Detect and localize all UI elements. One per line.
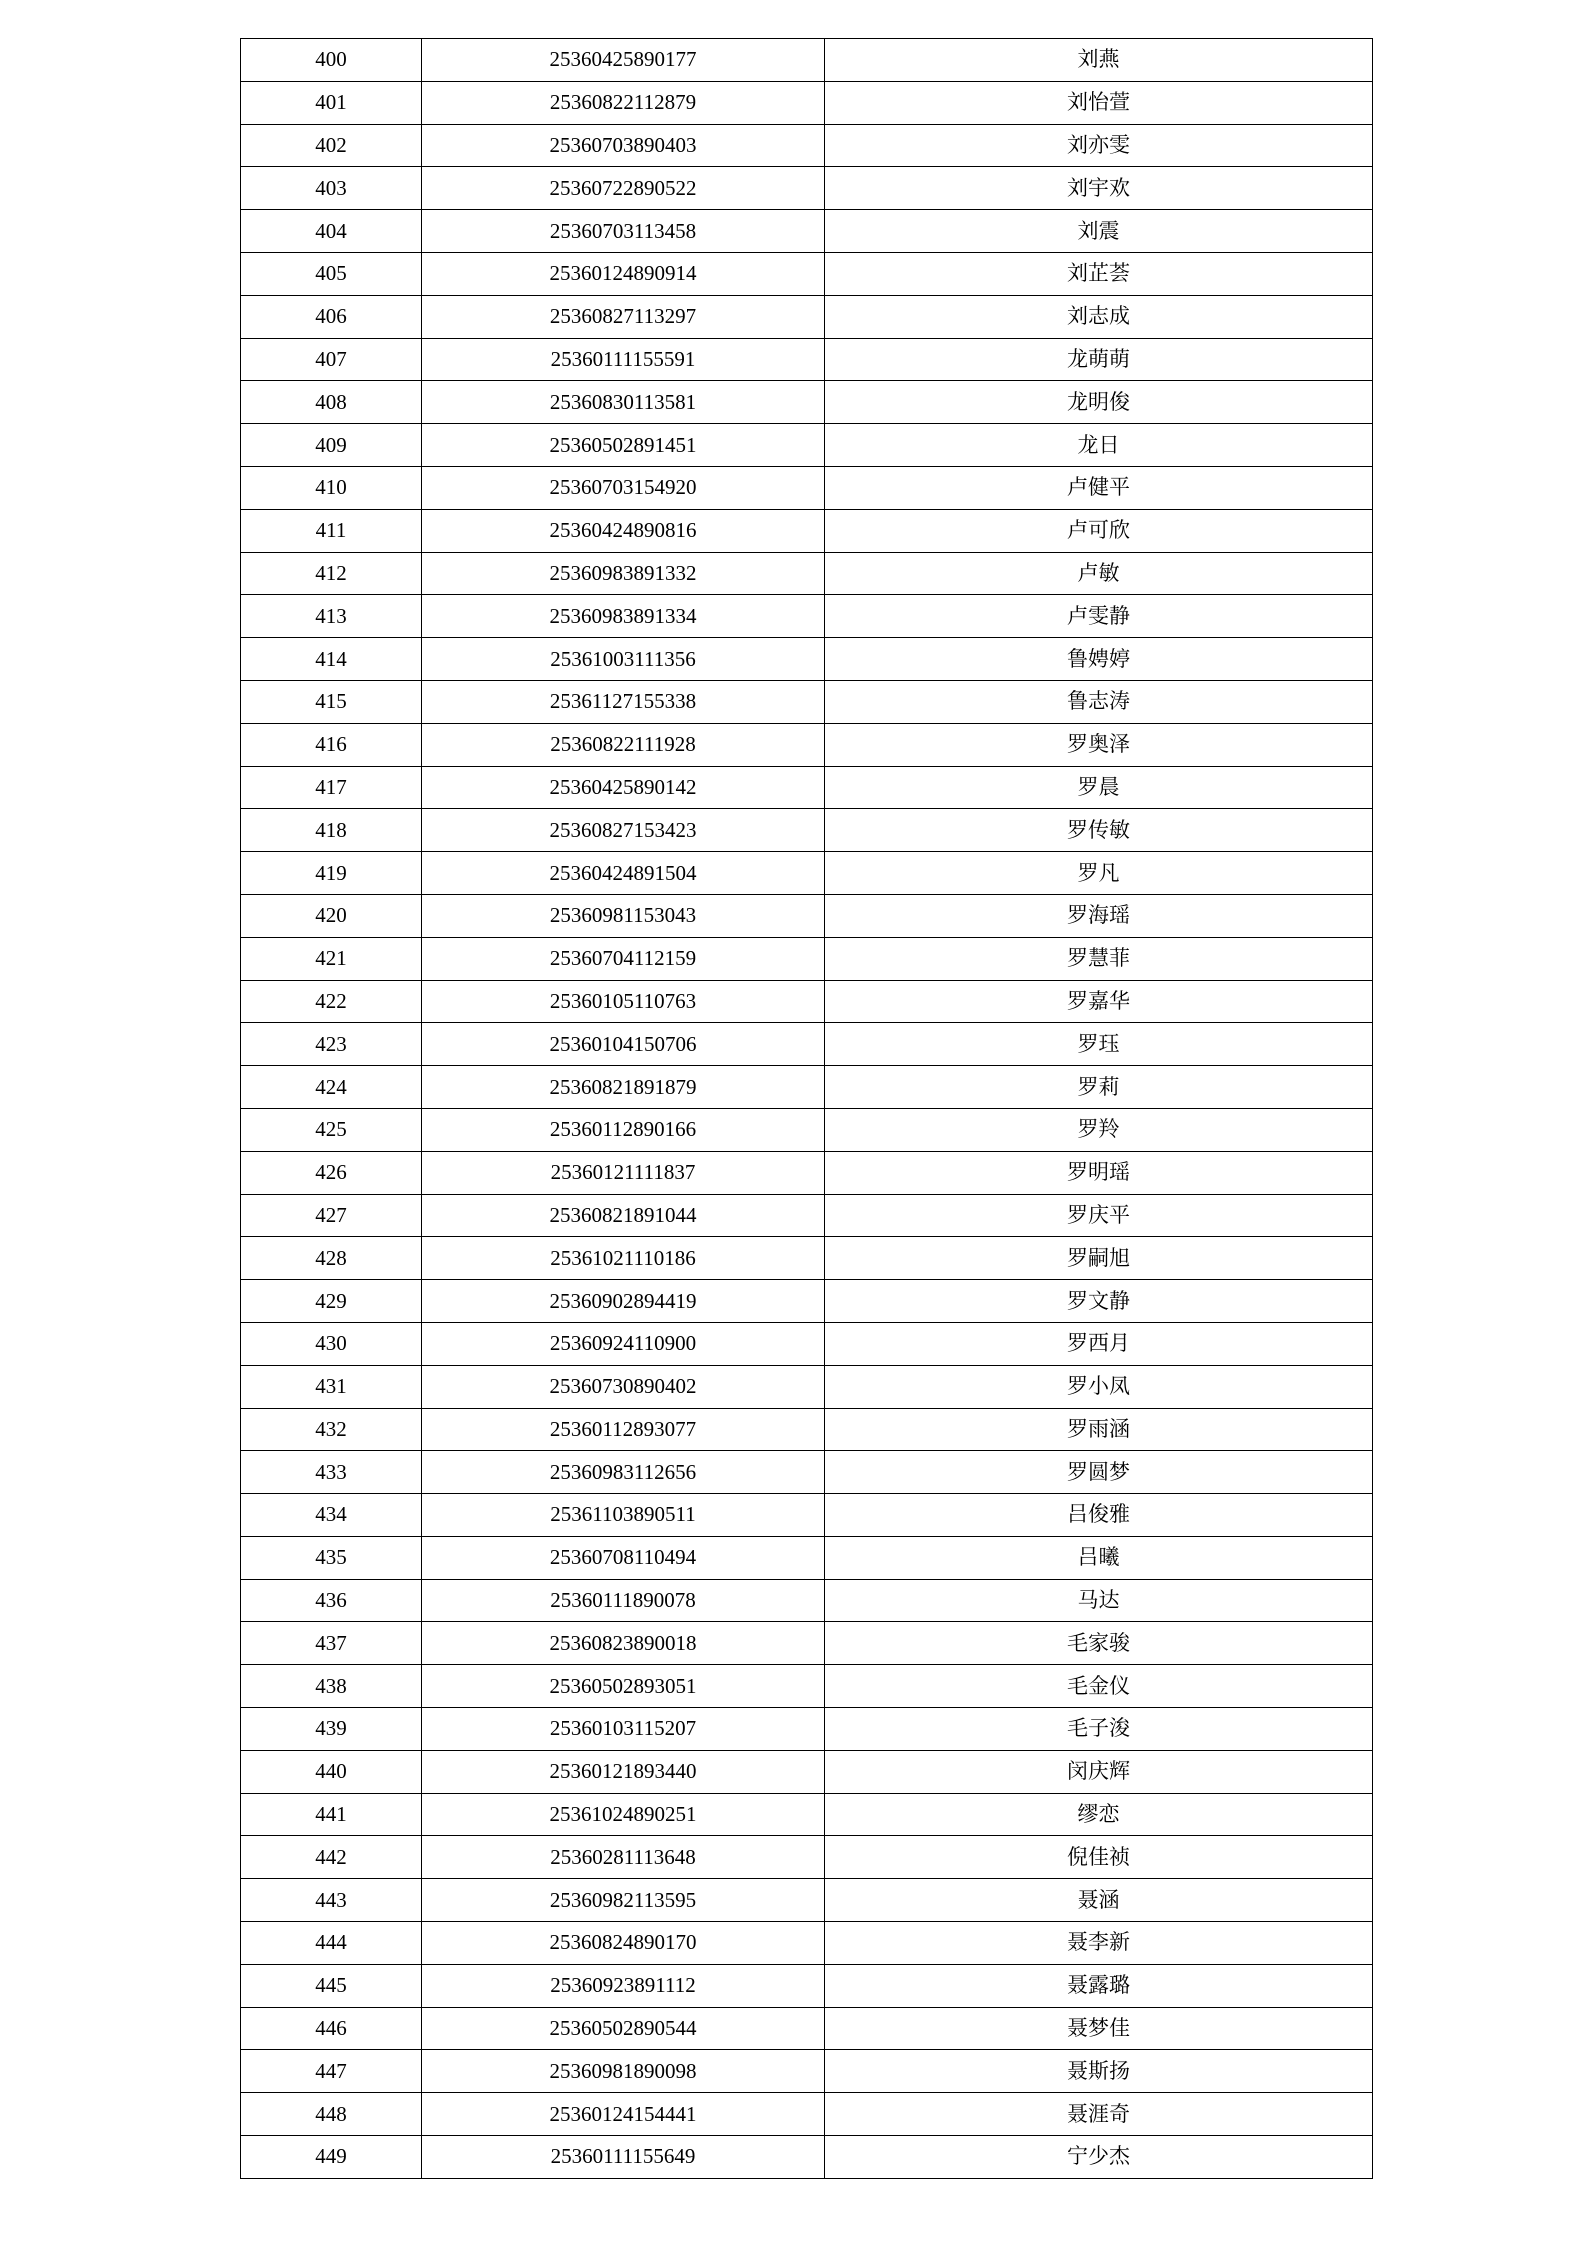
table-row xyxy=(241,1108,1373,1151)
table-row xyxy=(241,2136,1373,2179)
table-row xyxy=(241,1793,1373,1836)
row-name-cell: 吕俊雅 xyxy=(825,1494,1373,1537)
row-number-cell: 25360502890544 xyxy=(422,2007,825,2050)
table-row xyxy=(241,852,1373,895)
row-sequence-cell: 436 xyxy=(241,1579,422,1622)
row-sequence-cell: 439 xyxy=(241,1708,422,1751)
row-name-cell: 罗嘉华 xyxy=(825,980,1373,1023)
table-row xyxy=(241,595,1373,638)
table-row xyxy=(241,1151,1373,1194)
table-row xyxy=(241,2093,1373,2136)
row-number-cell: 25361024890251 xyxy=(422,1793,825,1836)
row-name-cell: 刘志成 xyxy=(825,295,1373,338)
table-row xyxy=(241,252,1373,295)
row-sequence-cell: 400 xyxy=(241,39,422,82)
row-number-cell: 25361021110186 xyxy=(422,1237,825,1280)
row-name-cell: 罗奥泽 xyxy=(825,723,1373,766)
row-name-cell: 龙萌萌 xyxy=(825,338,1373,381)
table-row xyxy=(241,1280,1373,1323)
row-number-cell: 25360121893440 xyxy=(422,1750,825,1793)
row-number-cell: 25360821891044 xyxy=(422,1194,825,1237)
row-name-cell: 毛家骏 xyxy=(825,1622,1373,1665)
table-row xyxy=(241,124,1373,167)
table-row xyxy=(241,39,1373,82)
row-sequence-cell: 428 xyxy=(241,1237,422,1280)
row-sequence-cell: 408 xyxy=(241,381,422,424)
row-sequence-cell: 449 xyxy=(241,2136,422,2179)
row-sequence-cell: 434 xyxy=(241,1494,422,1537)
table-row xyxy=(241,1964,1373,2007)
table-row xyxy=(241,1750,1373,1793)
row-number-cell: 25361003111356 xyxy=(422,638,825,681)
row-sequence-cell: 414 xyxy=(241,638,422,681)
row-name-cell: 聂露璐 xyxy=(825,1964,1373,2007)
row-name-cell: 罗西月 xyxy=(825,1322,1373,1365)
table-row xyxy=(241,1494,1373,1537)
row-sequence-cell: 417 xyxy=(241,766,422,809)
row-number-cell: 25360823890018 xyxy=(422,1622,825,1665)
table-row xyxy=(241,2050,1373,2093)
row-number-cell: 25360983891334 xyxy=(422,595,825,638)
table-row xyxy=(241,1194,1373,1237)
table-row xyxy=(241,509,1373,552)
row-sequence-cell: 402 xyxy=(241,124,422,167)
row-name-cell: 聂斯扬 xyxy=(825,2050,1373,2093)
row-number-cell: 25360983891332 xyxy=(422,552,825,595)
row-number-cell: 25360982113595 xyxy=(422,1879,825,1922)
table-row xyxy=(241,766,1373,809)
row-name-cell: 聂李新 xyxy=(825,1922,1373,1965)
row-sequence-cell: 433 xyxy=(241,1451,422,1494)
row-number-cell: 25360121111837 xyxy=(422,1151,825,1194)
table-row xyxy=(241,980,1373,1023)
row-name-cell: 闵庆辉 xyxy=(825,1750,1373,1793)
table-row xyxy=(241,2007,1373,2050)
row-name-cell: 马达 xyxy=(825,1579,1373,1622)
row-name-cell: 倪佳祯 xyxy=(825,1836,1373,1879)
row-name-cell: 罗雨涵 xyxy=(825,1408,1373,1451)
row-name-cell: 宁少杰 xyxy=(825,2136,1373,2179)
table-row xyxy=(241,552,1373,595)
row-sequence-cell: 419 xyxy=(241,852,422,895)
table-row xyxy=(241,1836,1373,1879)
row-number-cell: 25360111890078 xyxy=(422,1579,825,1622)
row-sequence-cell: 440 xyxy=(241,1750,422,1793)
table-row xyxy=(241,937,1373,980)
row-name-cell: 吕曦 xyxy=(825,1536,1373,1579)
row-number-cell: 25360105110763 xyxy=(422,980,825,1023)
row-sequence-cell: 422 xyxy=(241,980,422,1023)
row-sequence-cell: 431 xyxy=(241,1365,422,1408)
table-row xyxy=(241,338,1373,381)
table-row xyxy=(241,167,1373,210)
row-number-cell: 25360502893051 xyxy=(422,1665,825,1708)
row-name-cell: 罗莉 xyxy=(825,1066,1373,1109)
row-number-cell: 25360822111928 xyxy=(422,723,825,766)
row-sequence-cell: 447 xyxy=(241,2050,422,2093)
row-name-cell: 鲁娉婷 xyxy=(825,638,1373,681)
row-sequence-cell: 407 xyxy=(241,338,422,381)
table-row xyxy=(241,1066,1373,1109)
row-number-cell: 25360981153043 xyxy=(422,894,825,937)
row-number-cell: 25360902894419 xyxy=(422,1280,825,1323)
row-name-cell: 罗圆梦 xyxy=(825,1451,1373,1494)
row-name-cell: 卢敏 xyxy=(825,552,1373,595)
row-name-cell: 卢可欣 xyxy=(825,509,1373,552)
row-name-cell: 罗文静 xyxy=(825,1280,1373,1323)
row-sequence-cell: 442 xyxy=(241,1836,422,1879)
table-row xyxy=(241,638,1373,681)
row-sequence-cell: 429 xyxy=(241,1280,422,1323)
row-name-cell: 刘震 xyxy=(825,210,1373,253)
row-sequence-cell: 430 xyxy=(241,1322,422,1365)
row-name-cell: 聂涯奇 xyxy=(825,2093,1373,2136)
row-name-cell: 罗海瑶 xyxy=(825,894,1373,937)
row-sequence-cell: 424 xyxy=(241,1066,422,1109)
row-number-cell: 25360981890098 xyxy=(422,2050,825,2093)
row-number-cell: 25360730890402 xyxy=(422,1365,825,1408)
table-row xyxy=(241,1023,1373,1066)
row-sequence-cell: 441 xyxy=(241,1793,422,1836)
table-row xyxy=(241,1451,1373,1494)
row-number-cell: 25360425890142 xyxy=(422,766,825,809)
table-row xyxy=(241,894,1373,937)
row-number-cell: 25360425890177 xyxy=(422,39,825,82)
row-number-cell: 25360830113581 xyxy=(422,381,825,424)
row-number-cell: 25360923891112 xyxy=(422,1964,825,2007)
row-sequence-cell: 438 xyxy=(241,1665,422,1708)
row-number-cell: 25360983112656 xyxy=(422,1451,825,1494)
row-sequence-cell: 418 xyxy=(241,809,422,852)
row-number-cell: 25360722890522 xyxy=(422,167,825,210)
row-sequence-cell: 416 xyxy=(241,723,422,766)
row-sequence-cell: 448 xyxy=(241,2093,422,2136)
row-number-cell: 25360103115207 xyxy=(422,1708,825,1751)
row-number-cell: 25360112890166 xyxy=(422,1108,825,1151)
row-number-cell: 25360821891879 xyxy=(422,1066,825,1109)
table-row xyxy=(241,466,1373,509)
row-number-cell: 25360708110494 xyxy=(422,1536,825,1579)
row-sequence-cell: 437 xyxy=(241,1622,422,1665)
row-name-cell: 龙明俊 xyxy=(825,381,1373,424)
table-row xyxy=(241,809,1373,852)
row-name-cell: 聂梦佳 xyxy=(825,2007,1373,2050)
table-row xyxy=(241,424,1373,467)
row-number-cell: 25360824890170 xyxy=(422,1922,825,1965)
row-sequence-cell: 435 xyxy=(241,1536,422,1579)
row-sequence-cell: 403 xyxy=(241,167,422,210)
row-name-cell: 毛金仪 xyxy=(825,1665,1373,1708)
table-row xyxy=(241,381,1373,424)
row-sequence-cell: 405 xyxy=(241,252,422,295)
row-sequence-cell: 409 xyxy=(241,424,422,467)
row-sequence-cell: 413 xyxy=(241,595,422,638)
table-row xyxy=(241,1237,1373,1280)
row-number-cell: 25360281113648 xyxy=(422,1836,825,1879)
row-number-cell: 25360822112879 xyxy=(422,81,825,124)
row-number-cell: 25360104150706 xyxy=(422,1023,825,1066)
row-name-cell: 罗明瑶 xyxy=(825,1151,1373,1194)
row-name-cell: 刘芷荟 xyxy=(825,252,1373,295)
row-sequence-cell: 406 xyxy=(241,295,422,338)
row-name-cell: 龙日 xyxy=(825,424,1373,467)
table-row xyxy=(241,680,1373,723)
table-row xyxy=(241,1408,1373,1451)
row-sequence-cell: 410 xyxy=(241,466,422,509)
row-sequence-cell: 432 xyxy=(241,1408,422,1451)
row-number-cell: 25360703154920 xyxy=(422,466,825,509)
roster-table-body xyxy=(241,39,1373,2179)
table-row xyxy=(241,1322,1373,1365)
row-number-cell: 25360424891504 xyxy=(422,852,825,895)
row-name-cell: 罗慧菲 xyxy=(825,937,1373,980)
row-name-cell: 缪恋 xyxy=(825,1793,1373,1836)
row-number-cell: 25360124154441 xyxy=(422,2093,825,2136)
row-sequence-cell: 421 xyxy=(241,937,422,980)
row-number-cell: 25360703890403 xyxy=(422,124,825,167)
row-name-cell: 毛子浚 xyxy=(825,1708,1373,1751)
table-row xyxy=(241,295,1373,338)
row-number-cell: 25360704112159 xyxy=(422,937,825,980)
row-name-cell: 罗珏 xyxy=(825,1023,1373,1066)
table-row xyxy=(241,210,1373,253)
row-sequence-cell: 446 xyxy=(241,2007,422,2050)
row-sequence-cell: 444 xyxy=(241,1922,422,1965)
table-row xyxy=(241,1922,1373,1965)
row-number-cell: 25360111155649 xyxy=(422,2136,825,2179)
row-name-cell: 罗小凤 xyxy=(825,1365,1373,1408)
row-sequence-cell: 445 xyxy=(241,1964,422,2007)
row-sequence-cell: 426 xyxy=(241,1151,422,1194)
row-number-cell: 25360111155591 xyxy=(422,338,825,381)
row-sequence-cell: 423 xyxy=(241,1023,422,1066)
row-name-cell: 鲁志涛 xyxy=(825,680,1373,723)
row-name-cell: 罗庆平 xyxy=(825,1194,1373,1237)
table-row xyxy=(241,723,1373,766)
table-row xyxy=(241,81,1373,124)
row-number-cell: 25360827113297 xyxy=(422,295,825,338)
row-number-cell: 25360124890914 xyxy=(422,252,825,295)
row-name-cell: 聂涵 xyxy=(825,1879,1373,1922)
row-sequence-cell: 425 xyxy=(241,1108,422,1151)
row-sequence-cell: 427 xyxy=(241,1194,422,1237)
table-row xyxy=(241,1708,1373,1751)
row-number-cell: 25360924110900 xyxy=(422,1322,825,1365)
row-name-cell: 卢健平 xyxy=(825,466,1373,509)
row-name-cell: 刘怡萱 xyxy=(825,81,1373,124)
row-sequence-cell: 404 xyxy=(241,210,422,253)
row-name-cell: 罗嗣旭 xyxy=(825,1237,1373,1280)
roster-table xyxy=(240,38,1373,2179)
row-number-cell: 25361103890511 xyxy=(422,1494,825,1537)
table-row xyxy=(241,1536,1373,1579)
row-sequence-cell: 411 xyxy=(241,509,422,552)
row-name-cell: 罗晨 xyxy=(825,766,1373,809)
row-name-cell: 刘亦雯 xyxy=(825,124,1373,167)
row-number-cell: 25360502891451 xyxy=(422,424,825,467)
table-row xyxy=(241,1665,1373,1708)
row-name-cell: 罗凡 xyxy=(825,852,1373,895)
row-number-cell: 25360424890816 xyxy=(422,509,825,552)
table-row xyxy=(241,1365,1373,1408)
row-name-cell: 罗传敏 xyxy=(825,809,1373,852)
row-name-cell: 卢雯静 xyxy=(825,595,1373,638)
row-sequence-cell: 415 xyxy=(241,680,422,723)
table-row xyxy=(241,1622,1373,1665)
row-number-cell: 25360827153423 xyxy=(422,809,825,852)
table-row xyxy=(241,1879,1373,1922)
row-number-cell: 25360703113458 xyxy=(422,210,825,253)
row-number-cell: 25361127155338 xyxy=(422,680,825,723)
row-name-cell: 刘燕 xyxy=(825,39,1373,82)
row-name-cell: 刘宇欢 xyxy=(825,167,1373,210)
row-name-cell: 罗羚 xyxy=(825,1108,1373,1151)
table-row xyxy=(241,1579,1373,1622)
row-number-cell: 25360112893077 xyxy=(422,1408,825,1451)
row-sequence-cell: 443 xyxy=(241,1879,422,1922)
row-sequence-cell: 420 xyxy=(241,894,422,937)
row-sequence-cell: 401 xyxy=(241,81,422,124)
row-sequence-cell: 412 xyxy=(241,552,422,595)
